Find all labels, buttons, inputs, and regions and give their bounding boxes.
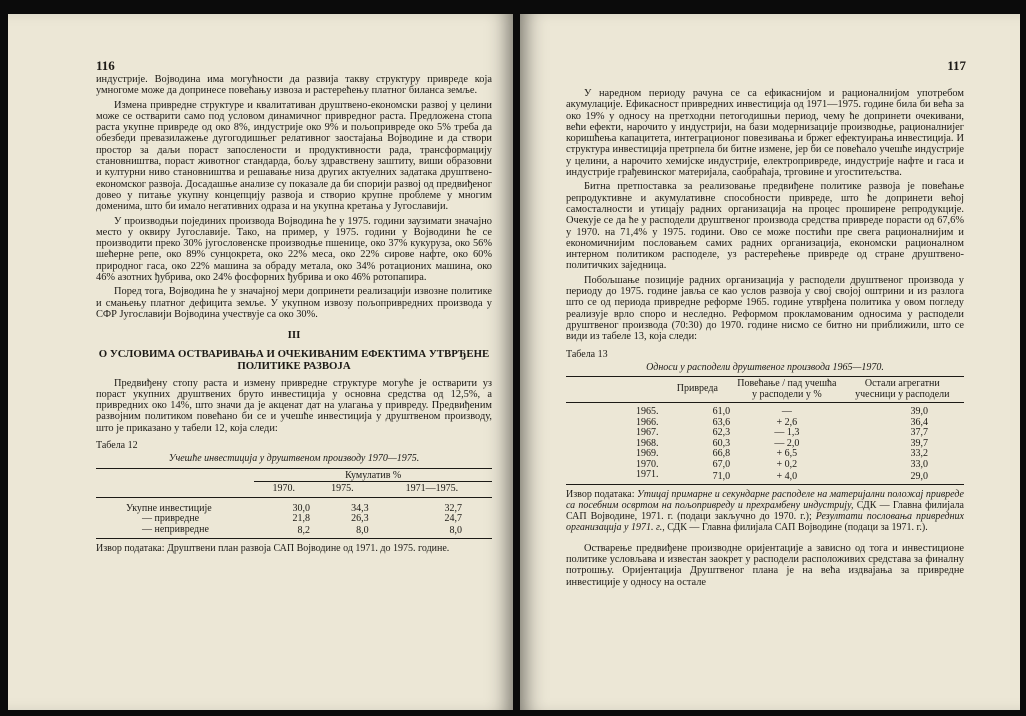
table-label: Табела 12 xyxy=(96,440,138,452)
table-caption: Учешће инвестиција у друштвеном производу 1970—1975. xyxy=(168,453,420,465)
right-page-text xyxy=(566,88,964,591)
column-header: 1975. xyxy=(313,482,372,498)
paragraph: индустрије. Војводина има могућности да развија такву структуру привреде која умногоме може да допринесе повећању извоза и растерећењу платног биланса земље. xyxy=(96,74,492,97)
paragraph: Предвиђену стопу раста и измену привредне структуре могуће је остварити уз пораст укупних друштвених бруто инвестиција у основна средства од 12,5%, а привредних око 14%, што значи да је акценат дат на улагања у привреду. Предвиђеним развојним политиком повећано би се и учешће инвестиција у друштвеном производу, што је приказано у табели 12, која следи: xyxy=(96,377,492,434)
table-row: — непривредне 8,2 8,0 8,0 xyxy=(142,523,462,537)
table-group-header: Кумулатив % xyxy=(254,468,492,482)
table-13 xyxy=(566,376,964,485)
right-page xyxy=(520,14,1020,710)
table-row: 1967. 62,3 — 1,3 37,7 xyxy=(636,427,928,439)
paragraph: Измена привредне структуре и квалитативан друштвено-економски развој у целини може се остварити само под условом динамичног привредног раста. Предложена стопа раста укупне привреде од око 8%, индустрије око 9% и пољопривреде око 5% треба да обезбеди превазилажење дугогодишњег релативног заостајања Војводине и да створи простор за даљи пораст запослености и продуктивности рада, трансформацију становништва, пораст животног стандарда, бољу здравствену заштиту, виши образовни и културни ниво становништва и решавање низа других актуелних задатака друштвено-економског развоја. Досадашње анализе су показале да би спорији развој од предвиђеног довео у питање укупну концепцију развоја и створио крупне проблеме у многим доменима, што би имало негативних одраза и на укупна кретања у Југославији. xyxy=(96,99,492,213)
table-caption: Односи у расподели друштвеног производа 1965—1970. xyxy=(646,361,884,373)
column-header: 1971—1975. xyxy=(372,482,492,498)
column-header: Повећање / пад учешћа у расподели у % xyxy=(733,377,840,403)
column-header: Привреда xyxy=(662,377,734,403)
table-row: Укупне инвестиције 30,0 34,3 32,7 xyxy=(126,502,462,514)
table-row: 1968. 60,3 — 2,0 39,7 xyxy=(636,437,928,449)
table-row: 1971. 71,0 + 4,0 29,0 xyxy=(636,469,928,482)
table-label: Табела 13 xyxy=(566,348,608,360)
section-title: О УСЛОВИМА ОСТВАРИВАЊА И ОЧЕКИВАНИМ ЕФЕКТИМА УТВРЂЕНЕ ПОЛИТИКЕ РАЗВОЈА xyxy=(98,347,490,372)
page-number: 116 xyxy=(96,58,115,73)
paragraph: Поред тога, Војводина ће у значајној мери допринети реализацији извозне политике и смањењу платног дефицита земље. У укупном извозу пољопривредних производа у СФР Југославији Војводина учествује са око 30%. xyxy=(96,286,492,320)
table-row: 1969. 66,8 + 6,5 33,2 xyxy=(636,448,928,460)
section-number: III xyxy=(287,329,301,342)
column-header: 1970. xyxy=(254,482,313,498)
paragraph: Битна претпоставка за реализовање предвиђене политике развоја је повећање репродуктивне и акумулативне способности привреде, што ће допринети већој самосталности и утицају радних организација на процес проширене репродукције. Очекује се да ће у расподели друштвеног производа средства привреде порасти од 67,6% у 1970. на 71,4% у 1975. години. Ово се може постићи пре свега рационалнијим и економичнијим пословањем самих радних организација, економски рационалном интерном политиком расподеле, уз растерећење привреде од стране друштвено-политичких заједница. xyxy=(566,181,964,272)
table-12 xyxy=(96,468,492,540)
paragraph: У производњи појединих производа Војводина ће у 1975. години заузимати значајно место у оквиру Југославије. Тако, на пример, у 1975. години у Војводини ће се производити преко 30% југословенске производње пшенице, око 37% кукуруза, око 56% шећерне репе, око 89% сунцокрета, око 22% меса, око 22% сирове нафте, око 60% природног гаса, око 22% машина за обраду метала, око 34% ротационих машина, око 46% азотних ђубрива, око 24% фосфорних ђубрива и око 46% ротопапира. xyxy=(96,215,492,284)
left-page xyxy=(8,14,513,710)
table-row: — привредне 21,8 26,3 24,7 xyxy=(142,513,462,525)
column-header: Остали агрегатни учесници у расподели xyxy=(841,377,964,403)
page-number: 117 xyxy=(947,58,966,73)
paragraph: У наредном периоду рачуна се са ефикаснијом и рационалнијом употребом акумулације. Ефикасност привредних инвестиција од 1971—1975. године била би већа за око 19% у односу на претходни петогодишњи период, чему ће допринети очекивани, већи ефекти, нарочито у индустрији, на бази модернизације производње, рационалнијег коришћења капацитета, интеграционог повезивања и бржег ефектуирања инвестиција. И структура инвестиција претрпела би битне измене, јер би се повећало учешће индустрије у целини, а нарочито хемијске индустрије, електропривреде, индустрије нафте и гаса и индустрије грађевинског материјала, саобраћаја, трговине и угоститељства. xyxy=(566,88,964,179)
table-row: 1970. 67,0 + 0,2 33,0 xyxy=(636,458,928,470)
table-row: 1965. 61,0 — 39,0 xyxy=(636,406,928,418)
table-source: Извор података: Утицај примарне и секундарне расподеле на материјални положај привреде са посебним освртом на пољопривреду и прехрамбену индустрију, СДК — Главна филијала САП Војводине, 1971. г. (подаци закључно до 1970. г.); Резултати пословања привредних организација у 1971. г., СДК — Главна филијала САП Војводине (подаци за 1971. г.). xyxy=(566,488,964,533)
table-source: Извор података: Друштвени план развоја САП Војводине од 1971. до 1975. године. xyxy=(96,543,450,555)
left-page-text xyxy=(96,74,492,554)
paragraph: Остварење предвиђене производне оријентације а зависно од тога и инвестиционе политике условљава и известан заокрет у расподели расположивих средстава за финалну потрошњу. Оријентација Друштвеног плана је на већа издвајања за привредне инвестиције у односу на остале xyxy=(566,542,964,588)
paragraph: Побољшање позиције радних организација у расподели друштвеног производа у периоду до 1975. године јавља се као услов развоја у свој својој оштрини и из разлога што се од периода привредне реформе 1965. године утврђена политика у овом погледу реализује врло споро и неследно. Реформом прокламованим односима у расподели друштвеног производа (70:30) до 1970. године нисмо се битно ни приближили, што се види из табеле 13, која следи: xyxy=(566,274,964,343)
table-row: 1966. 63,6 + 2,6 36,4 xyxy=(636,416,928,428)
